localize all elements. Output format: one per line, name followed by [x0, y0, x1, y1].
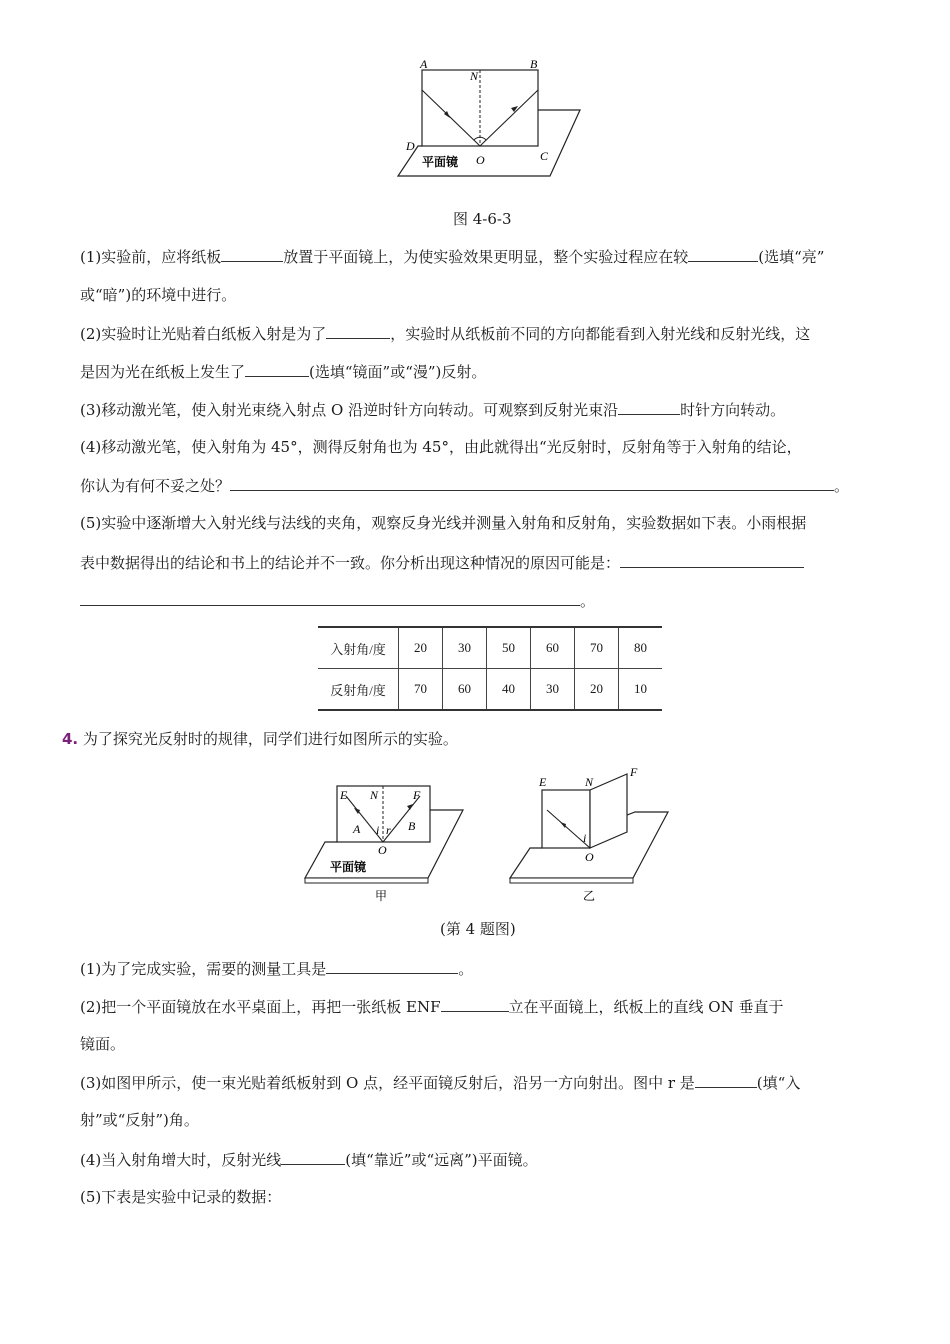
table-cell: 20	[399, 627, 443, 669]
figure-caption: 图 4-6-3	[453, 210, 512, 228]
figure-caption-q4: (第 4 题图)	[440, 920, 516, 938]
label-e: E	[539, 775, 547, 789]
table-cell: 30	[443, 627, 487, 669]
figure-jia	[300, 770, 470, 905]
answer-blank[interactable]	[281, 1149, 345, 1165]
question-number: 4.	[62, 730, 79, 748]
q3-item-4-cont: 你认为有何不妥之处？ 。	[80, 477, 850, 495]
table-cell: 40	[487, 669, 531, 711]
q4-item-2: (2)把一个平面镜放在水平桌面上，再把一张纸板 ENF 立在平面镜上，纸板上的直线 ON 垂直于	[80, 998, 784, 1016]
answer-blank[interactable]	[230, 475, 834, 491]
label-o: O	[476, 153, 485, 167]
answer-blank[interactable]	[80, 590, 580, 606]
q4-item-3: (3)如图甲所示，使一束光贴着纸板射到 O 点，经平面镜反射后，沿另一方向射出。图中 r 是 (填“入	[80, 1074, 801, 1092]
q3-item-2-cont: 是因为光在纸板上发生了 (选填“镜面”或“漫”)反射。	[80, 363, 487, 381]
table-cell: 20	[575, 669, 619, 711]
label-i: i	[376, 823, 380, 837]
label-o: O	[585, 850, 594, 864]
label-n: N	[470, 69, 479, 83]
q3-item-1-cont: 或“暗”)的环境中进行。	[80, 286, 237, 304]
answer-blank[interactable]	[695, 1072, 757, 1088]
label-a: A	[353, 822, 361, 836]
answer-blank[interactable]	[245, 361, 309, 377]
answer-blank[interactable]	[326, 958, 458, 974]
table-cell: 80	[619, 627, 663, 669]
label-c: C	[540, 149, 549, 163]
label-n: N	[585, 775, 594, 789]
table-row	[318, 669, 662, 711]
q3-item-4: (4)移动激光笔，使入射角为 45°，测得反射角也为 45°，由此就得出“光反射时，反射角等于入射角的结论，	[80, 438, 802, 456]
table-cell: 30	[531, 669, 575, 711]
table-cell: 10	[619, 669, 663, 711]
data-table	[318, 626, 662, 711]
row-label: 反射角/度	[330, 682, 386, 698]
q4-item-3-cont: 射”或“反射”)角。	[80, 1111, 199, 1129]
label-yi: 乙	[583, 889, 596, 903]
label-e: E	[340, 788, 348, 802]
answer-blank[interactable]	[326, 323, 390, 339]
table-row	[318, 627, 662, 669]
table-cell: 70	[399, 669, 443, 711]
table-cell: 50	[487, 627, 531, 669]
label-f: F	[630, 765, 638, 779]
answer-blank[interactable]	[620, 552, 804, 568]
label-r: r	[386, 823, 391, 837]
table-cell: 60	[531, 627, 575, 669]
q4-item-5: (5)下表是实验中记录的数据：	[80, 1188, 282, 1206]
answer-blank[interactable]	[618, 399, 680, 415]
label-n: N	[370, 788, 379, 802]
q4-item-2-cont: 镜面。	[80, 1035, 126, 1053]
row-label: 入射角/度	[318, 627, 399, 669]
table-cell: 70	[575, 627, 619, 669]
label-a: A	[420, 57, 428, 71]
answer-blank[interactable]	[441, 996, 509, 1012]
q3-item-2: (2)实验时让光贴着白纸板入射是为了 ，实验时从纸板前不同的方向都能看到入射光线和反射光线，这	[80, 325, 811, 343]
label-b: B	[530, 57, 538, 71]
label-b: B	[408, 819, 416, 833]
label-d: D	[406, 139, 415, 153]
answer-blank[interactable]	[688, 246, 758, 262]
q3-item-3: (3)移动激光笔，使入射光束绕入射点 O 沿逆时针方向转动。可观察到反射光束沿 时针方向转动。	[80, 401, 786, 419]
label-i: i	[583, 831, 587, 845]
mirror-label: 平面镜	[330, 860, 367, 874]
figure-4-6-3	[390, 50, 590, 180]
q3-item-1: (1)实验前，应将纸板 放置于平面镜上，为使实验效果更明显，整个实验过程应在较 (选填“亮”	[80, 248, 825, 266]
label-f: F	[413, 788, 421, 802]
table-cell: 60	[443, 669, 487, 711]
q3-item-5-cont2: 。	[80, 590, 595, 611]
figure-yi	[505, 762, 675, 905]
label-o: O	[378, 843, 387, 857]
q4-item-4: (4)当入射角增大时，反射光线 (填“靠近”或“远离”)平面镜。	[80, 1151, 538, 1169]
q4-item-1: (1)为了完成实验，需要的测量工具是 。	[80, 960, 474, 978]
q3-item-5-cont: 表中数据得出的结论和书上的结论并不一致。你分析出现这种情况的原因可能是：	[80, 552, 804, 573]
mirror-label: 平面镜	[422, 155, 459, 169]
label-jia: 甲	[375, 889, 388, 903]
answer-blank[interactable]	[221, 246, 283, 262]
q4-stem: 4. 为了探究光反射时的规律，同学们进行如图所示的实验。	[62, 730, 458, 748]
q3-item-5: (5)实验中逐渐增大入射光线与法线的夹角，观察反身光线并测量入射角和反射角，实验数据如下表。小雨根据	[80, 514, 807, 532]
